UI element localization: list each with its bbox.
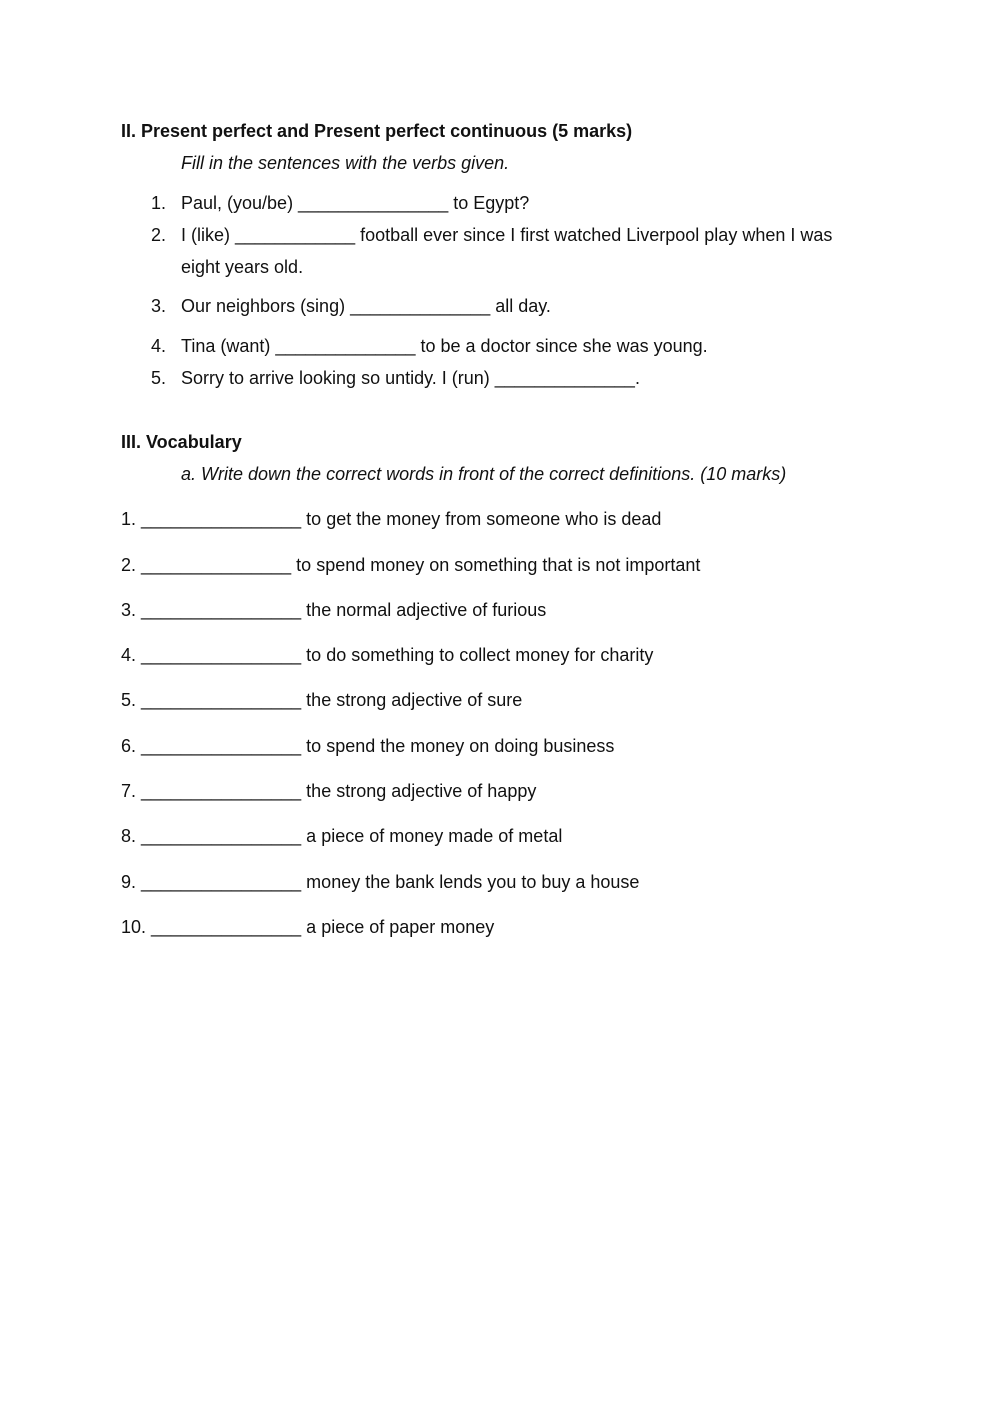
item-text: Paul, (you/be) _______________ to Egypt?	[181, 193, 530, 213]
section-2-instruction: Fill in the sentences with the verbs given.	[181, 153, 510, 173]
item-number: 4.	[151, 336, 167, 356]
list-item: 10. _______________ a piece of paper money	[121, 917, 495, 937]
list-item: 9. ________________ money the bank lends you to buy a house	[121, 872, 640, 892]
list-item: 8. ________________ a piece of money made of metal	[121, 826, 563, 846]
section-3-instruction: a. Write down the correct words in front of the correct definitions. (10 marks)	[181, 464, 787, 484]
item-number: 1.	[151, 193, 167, 213]
item-text: Our neighbors (sing) ______________ all day.	[181, 296, 551, 316]
list-item: 7. ________________ the strong adjective of happy	[121, 781, 537, 801]
item-text: Tina (want) ______________ to be a doctor since she was young.	[181, 336, 708, 356]
item-text: I (like) ____________ football ever since I first watched Liverpool play when I was	[181, 225, 833, 245]
list-item: 6. ________________ to spend the money on doing business	[121, 736, 615, 756]
list-item: 2. _______________ to spend money on something that is not important	[121, 555, 701, 575]
section-2-title: II. Present perfect and Present perfect continuous (5 marks)	[121, 121, 633, 141]
list-item: 5. ________________ the strong adjective of sure	[121, 690, 523, 710]
list-item: 3. ________________ the normal adjective of furious	[121, 600, 547, 620]
item-number: 3.	[151, 296, 167, 316]
item-text-continuation: eight years old.	[181, 257, 304, 277]
section-3-title: III. Vocabulary	[121, 432, 242, 452]
item-text: Sorry to arrive looking so untidy. I (run) ______________.	[181, 368, 640, 388]
item-number: 2.	[151, 225, 167, 245]
list-item: 4. ________________ to do something to collect money for charity	[121, 645, 654, 665]
list-item: 1. ________________ to get the money from someone who is dead	[121, 509, 662, 529]
item-number: 5.	[151, 368, 167, 388]
